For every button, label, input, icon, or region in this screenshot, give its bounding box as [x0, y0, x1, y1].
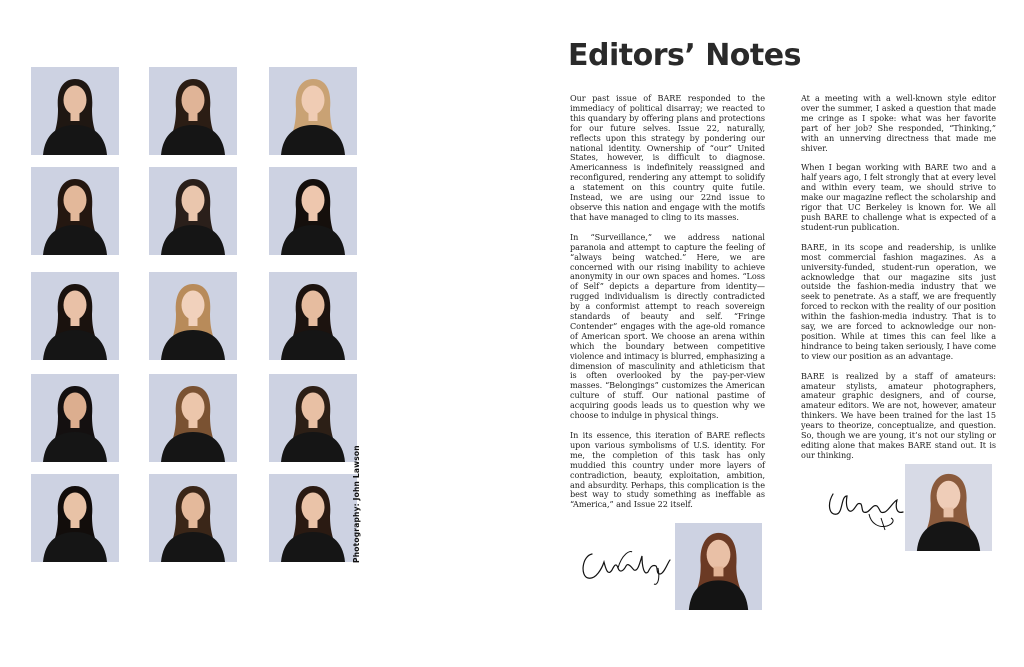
staff-portrait: [269, 374, 357, 462]
staff-portrait: [31, 474, 119, 562]
staff-portrait: [31, 167, 119, 255]
staff-portrait: [149, 474, 237, 562]
editor-photo-right: [905, 464, 992, 551]
editor-signature-left: [578, 532, 678, 588]
staff-portrait: [149, 67, 237, 155]
editor-photo-left: [675, 523, 762, 610]
staff-portrait: [269, 272, 357, 360]
staff-portrait: [31, 374, 119, 462]
editor-note-right-column: [801, 94, 996, 471]
editor-note-left-column: [570, 94, 765, 520]
editor-signature-right: [823, 484, 913, 534]
page-title: Editors’ Notes: [568, 38, 801, 73]
staff-portrait: [149, 374, 237, 462]
staff-portrait: [31, 67, 119, 155]
staff-portrait: [149, 167, 237, 255]
paragraph: In its essence, this iteration of BARE reflects upon various symbolisms of U.S. identity. For me, the completion of this task has only muddied this country under more layers of contradiction, beauty, exploitation, ambition, and absurdity. Perhaps, this complication is the best way to study something as ineffable as “America,” and Issue 22 itself.: [570, 430, 765, 510]
paragraph: BARE is realized by a staff of amateurs: amateur stylists, amateur photographers, amateur graphic designers, and of course, amateur editors. We are not, however, amateur thinkers. We have been trained for the last 15 years to theorize, conceptualize, and question. So, though we are young, it’s not our styling or editing alone that makes BARE stand out. It is our thinking.: [801, 370, 996, 460]
photo-credit: Photography: John Lawson: [352, 445, 361, 563]
staff-portrait: [269, 167, 357, 255]
paragraph: Our past issue of BARE responded to the immediacy of political disarray; we reacted to this quandary by offering plans and protections for our future selves. Issue 22, naturally, reflects upon this strategy by pondering our national identity. Ownership of “our” United States, however, is difficult to diagnose. Americanness is indefinitely reassigned and reconfigured, rendering any attempt to solidify a statement on this country quite futile. Instead, we are using our 22nd issue to observe this nation and engage with the motifs that have managed to cling to its masses.: [570, 93, 765, 222]
paragraph: BARE, in its scope and readership, is unlike most commercial fashion magazines. As a university-funded, student-run operation, we acknowledge that our magazine sits just outside the fashion-media industry that we seek to penetrate. As a staff, we are frequently forced to reckon with the reality of our position within the fashion-media industry. That is to say, we are forced to acknowledge our non-position. While at times this can feel like a hindrance to being taken seriously, I have come to view our position as an advantage.: [801, 241, 996, 361]
paragraph: At a meeting with a well-known style editor over the summer, I asked a question that made me cringe as I spoke: what was her favorite part of her job? She responded, “Thinking,” with an unnerving directness that made me shiver.: [801, 93, 996, 153]
staff-portrait: [31, 272, 119, 360]
staff-portrait: [149, 272, 237, 360]
paragraph: In “Surveillance,” we address national paranoia and attempt to capture the feeling of “always being watched.” Here, we are concerned with our rising inability to achieve anonymity in our own spaces and homes. “Loss of Self” depicts a departure from identity— rugged individualism is directly contradicted by a conformist attempt to reach sovereign standards of beauty and self. “Fringe Contender” engages with the age-old romance of American sport. We choose an arena within which the boundary between competitive violence and intimacy is blurred, emphasizing a dimension of masculinity and athleticism that is often overlooked by the pay-per-view masses. “Belongings” customizes the American culture of stuff. Our national pastime of acquiring goods leads us to question why we choose to indulge in physical things.: [570, 231, 765, 421]
staff-portrait: [269, 474, 357, 562]
paragraph: When I began working with BARE two and a half years ago, I felt strongly that at every level and within every team, we should strive to make our magazine reflect the scholarship and rigor that UC Berkeley is known for. We all push BARE to challenge what is expected of a student-run publication.: [801, 162, 996, 232]
staff-portrait: [269, 67, 357, 155]
